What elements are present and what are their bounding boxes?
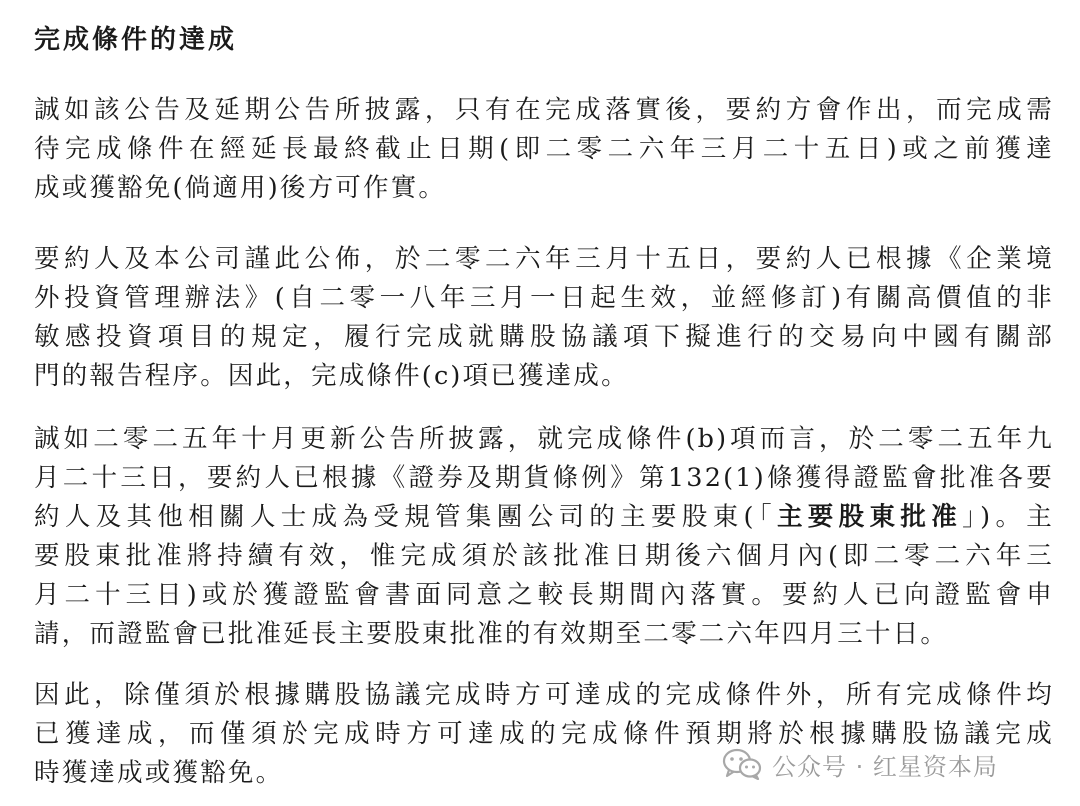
watermark-text: 公众号 · 红星资本局 [772, 752, 998, 781]
wechat-icon [722, 748, 762, 780]
paragraph-line: 要股東批准將持續有效，惟完成須於該批准日期後六個月內(即二零二六年三 [34, 541, 1054, 571]
line-text: 約人及其他相關人士成為受規管集團公司的主要股東(「 [34, 502, 777, 532]
paragraph-line: 時獲達成或獲豁免。 [34, 758, 284, 788]
paragraph-2 [34, 240, 1054, 396]
paragraph-line: 門的報告程序。因此，完成條件(c)項已獲達成。 [34, 361, 629, 391]
paragraph-line: 請，而證監會已批准延長主要股東批准的有效期至二零二六年四月三十日。 [34, 619, 949, 649]
paragraph-line: 已獲達成，而僅須於完成時方可達成的完成條件預期將於根據購股協議完成 [34, 719, 1054, 749]
paragraph-1 [34, 91, 1054, 208]
section-heading: 完成條件的達成 [34, 25, 238, 55]
line-suffix: 」)。主 [962, 502, 1055, 532]
paragraph-line: 誠如二零二五年十月更新公告所披露，就完成條件(b)項而言，於二零二五年九 [34, 424, 1054, 454]
paragraph-line: 月二十三日)或於獲證監會書面同意之較長期間內落實。要約人已向證監會申 [34, 580, 1054, 610]
paragraph-line: 敏感投資項目的規定，履行完成就購股協議項下擬進行的交易向中國有關部 [34, 322, 1054, 352]
defined-term: 主要股東批准 [776, 502, 963, 532]
paragraph-line: 外投資管理辦法》(自二零一八年三月一日起生效，並經修訂)有關高價值的非 [34, 283, 1054, 313]
watermark [722, 746, 998, 782]
paragraph-3 [34, 420, 1054, 654]
paragraph-line: 月二十三日，要約人已根據《證券及期貨條例》第132(1)條獲得證監會批准各要 [34, 463, 1054, 493]
paragraph-line: 成或獲豁免(倘適用)後方可作實。 [34, 173, 447, 203]
paragraph-line: 待完成條件在經延長最終截止日期(即二零二六年三月二十五日)或之前獲達 [34, 134, 1054, 164]
paragraph-line: 要約人及本公司謹此公佈，於二零二六年三月十五日，要約人已根據《企業境 [34, 244, 1054, 274]
paragraph-line-with-term [34, 498, 1054, 537]
paragraph-line: 因此，除僅須於根據購股協議完成時方可達成的完成條件外，所有完成條件均 [34, 680, 1054, 710]
paragraph-line: 誠如該公告及延期公告所披露，只有在完成落實後，要約方會作出，而完成需 [34, 95, 1054, 125]
